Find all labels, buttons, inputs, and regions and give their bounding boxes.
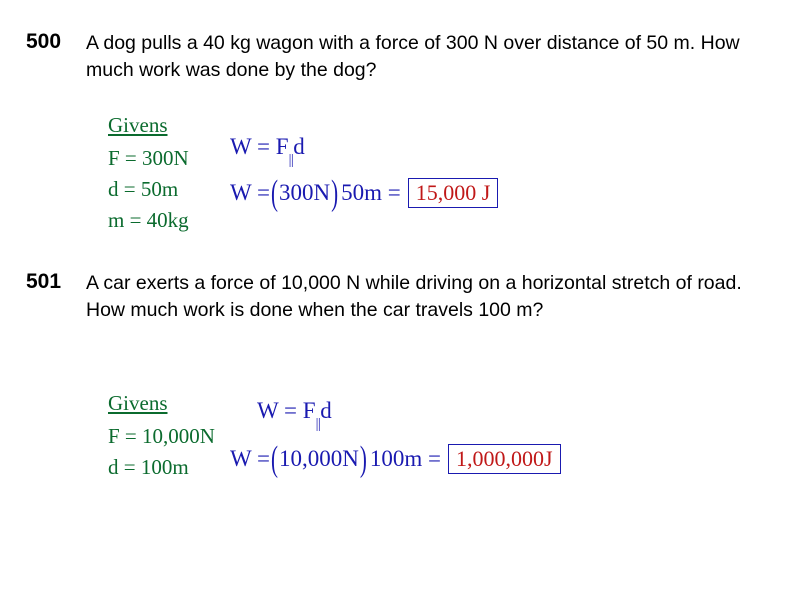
paren-open: ( xyxy=(271,171,279,213)
work-formula xyxy=(230,134,305,168)
paren-close: ) xyxy=(359,437,367,479)
work-formula-lhs: W = F xyxy=(257,398,316,423)
givens-block xyxy=(108,110,189,236)
work-equation-2 xyxy=(257,398,332,432)
answer-box: 1,000,000J xyxy=(448,444,561,474)
work-formula-subscript: || xyxy=(315,415,321,432)
work-sub-distance: 100m = xyxy=(369,446,442,472)
work-sub-force: 300N xyxy=(279,180,331,206)
work-formula-rhs: d xyxy=(293,134,305,159)
problem-number: 500 xyxy=(26,30,62,53)
givens-line-distance: d = 50m xyxy=(108,177,179,201)
work-sub-lhs: W = xyxy=(230,180,271,206)
givens-line-force: F = 300N xyxy=(108,146,189,170)
givens-line-distance: d = 100m xyxy=(108,455,189,479)
work-substitution-2 xyxy=(230,437,561,479)
work-sub-distance: 50m = xyxy=(341,180,401,206)
givens-title: Givens xyxy=(108,391,168,415)
work-formula-lhs: W = F xyxy=(230,134,289,159)
work-formula-rhs: d xyxy=(320,398,332,423)
work-sub-lhs: W = xyxy=(230,446,271,472)
givens-line-force: F = 10,000N xyxy=(108,424,215,448)
problem-question: A car exerts a force of 10,000 N while driving on a horizontal stretch of road. How much work is done when the car travels 100 m? xyxy=(86,272,742,321)
work-sub-force: 10,000N xyxy=(279,446,359,472)
givens-block xyxy=(108,388,215,483)
paren-close: ) xyxy=(331,171,339,213)
problem-number: 501 xyxy=(26,270,62,293)
givens-line-mass: m = 40kg xyxy=(108,208,189,232)
problem-question: A dog pulls a 40 kg wagon with a force of 300 N over distance of 50 m. How much work was done by the dog? xyxy=(86,32,740,81)
work-formula xyxy=(257,398,332,432)
work-substitution-1 xyxy=(230,171,498,213)
work-formula-subscript: || xyxy=(288,151,294,168)
givens-title: Givens xyxy=(108,113,168,137)
work-equation-1 xyxy=(230,134,305,168)
answer-box: 15,000 J xyxy=(408,178,499,208)
paren-open: ( xyxy=(271,437,279,479)
